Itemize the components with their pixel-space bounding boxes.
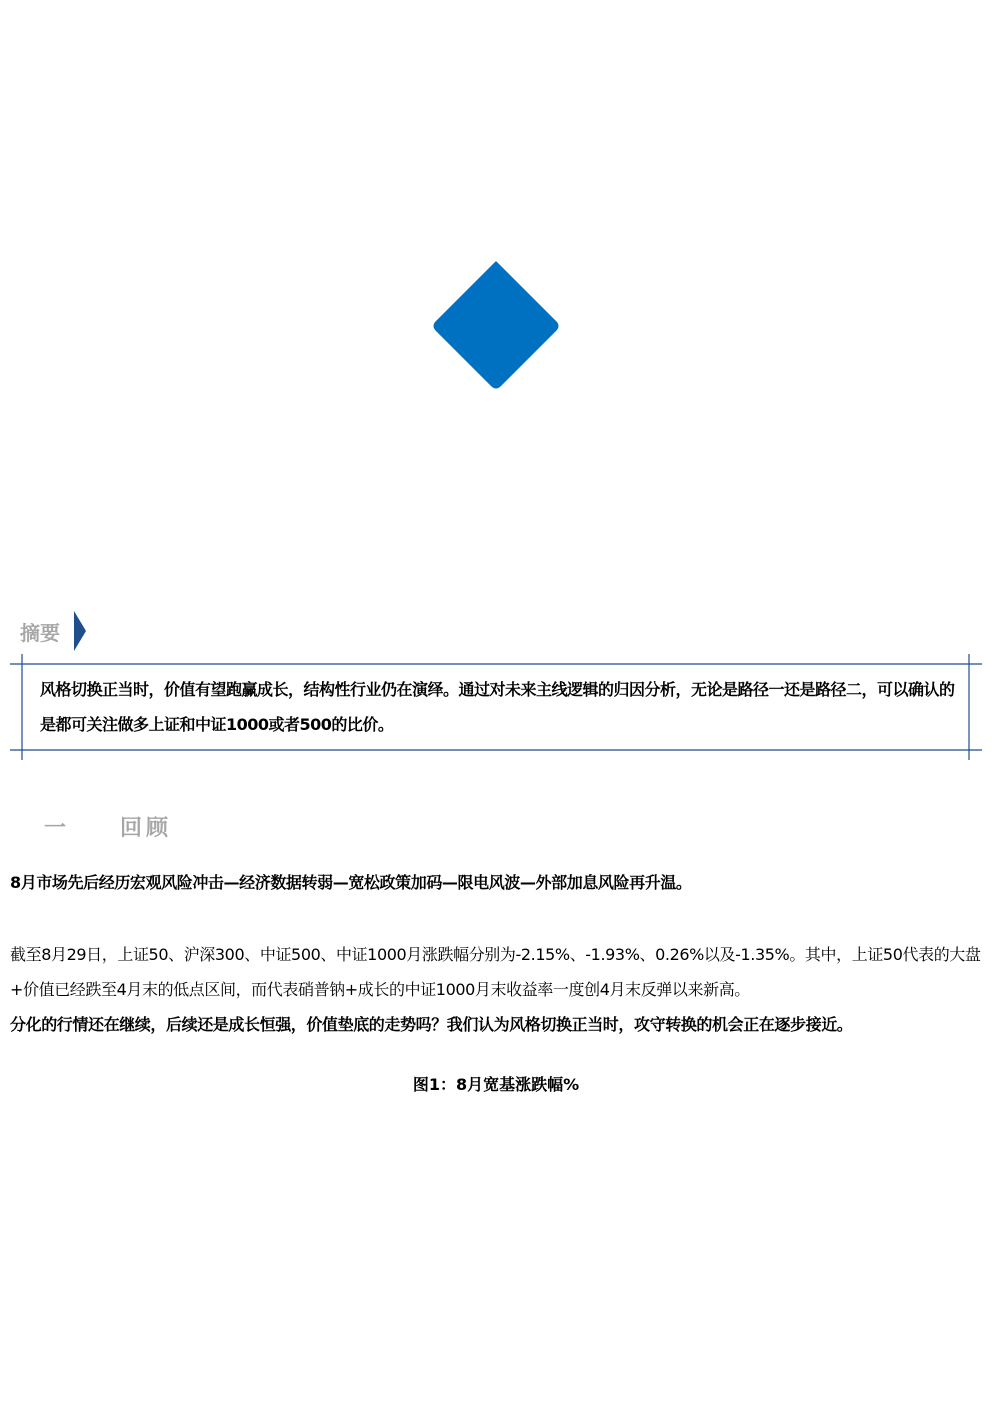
section-heading <box>44 808 172 844</box>
diamond-shape <box>434 261 559 389</box>
chevron-right-icon <box>74 611 86 651</box>
paragraph-detail <box>10 937 982 1042</box>
abstract-label: 摘要 <box>20 620 60 645</box>
section-number: 一 <box>44 815 67 841</box>
abstract-heading <box>20 614 86 648</box>
paragraph-detail-emphasis: 分化的行情还在继续，后续还是成长恒强，价值垫底的走势吗？我们认为风格切换正当时，攻守转换的机会正在逐步接近。 <box>10 1015 853 1034</box>
abstract-box <box>10 654 982 762</box>
paragraph-detail-text: 截至8月29日，上证50、沪深300、中证500、中证1000月涨跌幅分别为-2.15%、-1.93%、0.26%以及-1.35%。其中，上证50代表的大盘+价值已经跌至4月末的低点区间，而代表硝普钠+成长的中证1000月末收益率一度创4月末反弹以来新高。 <box>10 945 981 999</box>
paragraph-summary: 8月市场先后经历宏观风险冲击—经济数据转弱—宽松政策加码—限电风波—外部加息风险再升温。 <box>10 873 692 892</box>
diamond-logo-icon <box>425 255 567 397</box>
abstract-text: 风格切换正当时，价值有望跑赢成长，结构性行业仍在演绎。通过对未来主线逻辑的归因分析，无论是路径一还是路径二，可以确认的是都可关注做多上证和中证1000或者500的比价。 <box>40 680 955 734</box>
section-title: 回顾 <box>120 815 173 841</box>
figure-caption: 图1：8月宽基涨跌幅% <box>412 1075 580 1094</box>
